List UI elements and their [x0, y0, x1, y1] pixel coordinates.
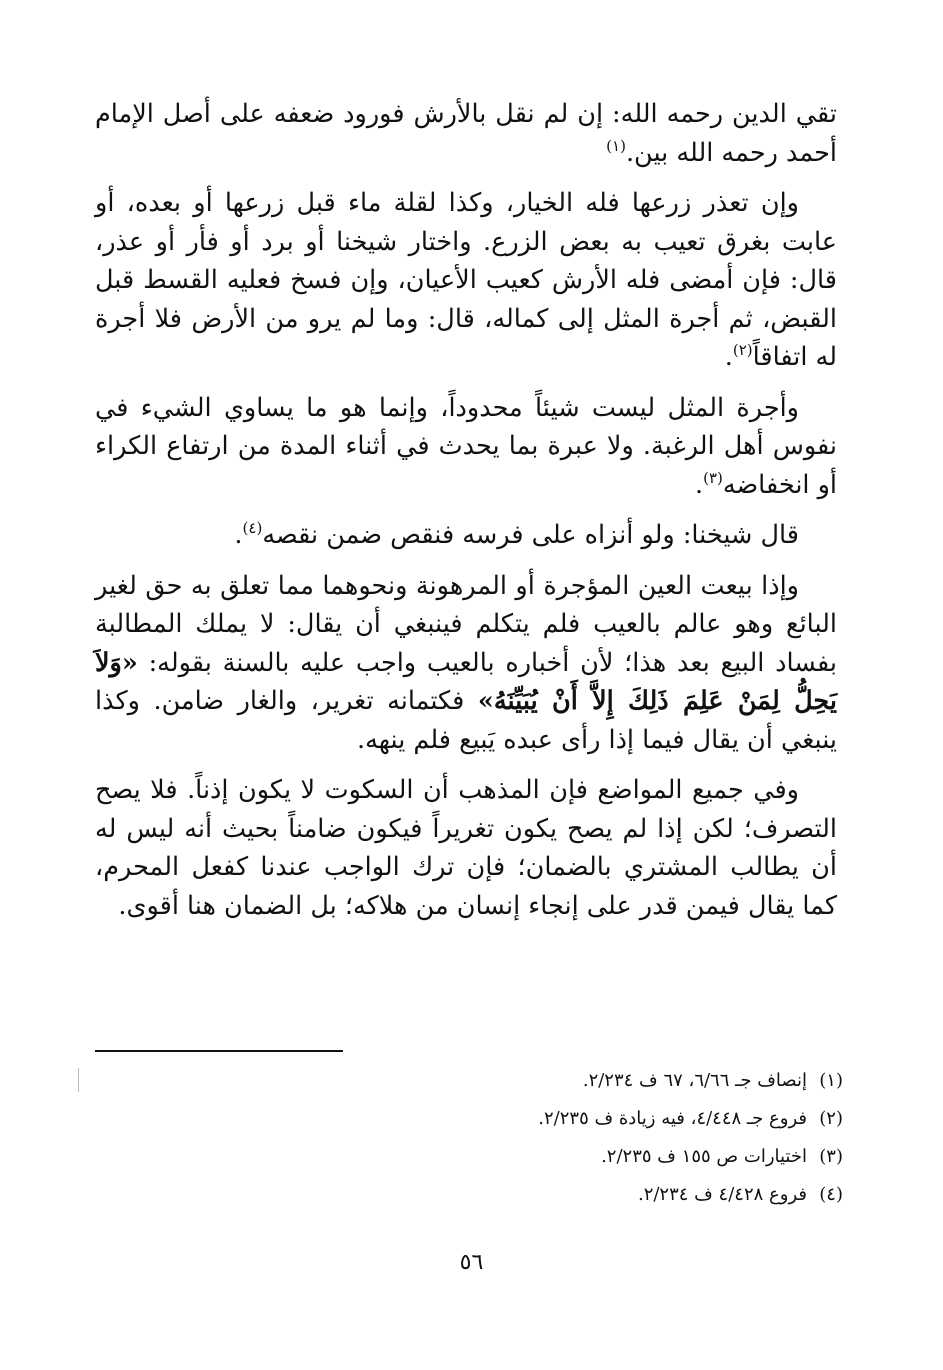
paragraph-2-text: وإن تعذر زرعها فله الخيار، وكذا لقلة ماء قبل زرعها أو بعده، أو عابت بغرق تعيب به بعض الزرع. واختار شيخنا أو برد أو فأر أو عذر، قال: فإن أمضى فله الأرش كعيب الأعيان، وإن فسخ فعليه القسط قبل القبض، ثم أجرة المثل إلى كماله، قال: وما لم يرو من الأرض فلا أجرة له اتفاقاً — [95, 188, 837, 372]
paragraph-4-text: قال شيخنا: ولو أنزاه على فرسه فنقص ضمن نقصه — [262, 520, 799, 550]
footnote-number: (١) — [819, 1070, 843, 1091]
footnote-3 — [143, 1142, 843, 1172]
scan-artifact — [78, 1068, 79, 1092]
footnotes — [143, 1066, 843, 1218]
footnote-ref-3[interactable]: (٣) — [703, 468, 723, 487]
paragraph-2: وإن تعذر زرعها فله الخيار، وكذا لقلة ماء قبل زرعها أو بعده، أو عابت بغرق تعيب به بعض الزرع. واختار شيخنا أو برد أو فأر أو عذر، قال: فإن أمضى فله الأرش كعيب الأعيان، وإن فسخ فعليه القسط قبل القبض، ثم أجرة المثل إلى كماله، قال: وما لم يرو من الأرض فلا أجرة له اتفاقاً$^{(٢)}$. — [95, 188, 837, 372]
footnote-text: فروع ٤/٤٢٨ ف ٢/٢٣٤. — [637, 1184, 807, 1205]
paragraph-3: وأجرة المثل ليست شيئاً محدوداً، وإنما هو ما يساوي الشيء في نفوس أهل الرغبة. ولا عبرة بما يحدث في أثناء المدة من ارتفاع الكراء أو انخفاضه$^{(٣)}$. — [95, 392, 837, 500]
footnote-text: فروع جـ ٤/٤٤٨، فيه زيادة ف ٢/٢٣٥. — [538, 1108, 807, 1129]
paragraph-3-text: وأجرة المثل ليست شيئاً محدوداً، وإنما هو ما يساوي الشيء في نفوس أهل الرغبة. ولا عبرة بما يحدث في أثناء المدة من ارتفاع الكراء أو انخفاضه — [95, 392, 837, 500]
footnote-ref-1[interactable]: (١) — [606, 136, 626, 155]
paragraph-4: قال شيخنا: ولو أنزاه على فرسه فنقص ضمن نقصه$^{(٤)}$. — [234, 519, 799, 550]
paragraph-6-text: وفي جميع المواضع فإن المذهب أن السكوت لا يكون إذناً. فلا يصح التصرف؛ لكن إذا لم يصح يكون تغريراً فيكون ضامناً بحيث أنه ليس له أن يطالب المشتري بالضمان؛ فإن ترك الواجب عندنا كفعل المحرم، كما يقال فيمن قدر على إنجاء إنسان من هلاكه؛ بل الضمان هنا أقوى. — [95, 775, 837, 921]
paragraph-5 — [95, 567, 837, 760]
footnote-1 — [143, 1066, 843, 1096]
page-number: ٥٦ — [459, 1250, 484, 1275]
footnote-ref-4[interactable]: (٤) — [242, 519, 263, 537]
footnote-text: اختيارات ص ١٥٥ ف ٢/٢٣٥. — [601, 1146, 807, 1167]
footnote-2 — [143, 1104, 843, 1134]
footnote-divider — [95, 1050, 343, 1052]
paragraph-5-text-before: وإذا بيعت العين المؤجرة أو المرهونة ونحوهما مما تعلق به حق لغير البائع وهو عالم بالعيب فلم يتكلم فينبغي أن يقال: لا يملك المطالبة بفساد البيع بعد هذا؛ لأن أخباره بالعيب واجب عليه بالسنة بقوله: — [95, 570, 838, 678]
footnote-number: (٣) — [819, 1146, 843, 1167]
footnote-ref-2[interactable]: (٢) — [732, 341, 753, 359]
footnote-4 — [143, 1180, 843, 1210]
hadith-quote: «وَلاَ يَحِلُّ لِمَنْ عَلِمَ ذَلِكَ إِلاَّ أَنْ يُبَيِّنَهُ» — [95, 647, 837, 716]
page-body — [95, 95, 837, 937]
footnote-number: (٢) — [819, 1108, 843, 1129]
paragraph-6 — [95, 771, 837, 925]
paragraph-1 — [95, 95, 837, 172]
paragraph-1-text: تقي الدين رحمه الله: إن لم نقل بالأرش فورود ضعفه على أصل الإمام أحمد رحمه الله بين. — [95, 99, 837, 168]
footnote-number: (٤) — [819, 1184, 843, 1205]
paragraph-5-text-after: فكتمانه تغرير، والغار ضامن. وكذا ينبغي أن يقال فيما إذا رأى عبده يَبيع فلم ينهه. — [95, 686, 837, 755]
footnote-text: إنصاف جـ ٦/٦٦، ٦٧ ف ٢/٢٣٤. — [582, 1070, 807, 1091]
